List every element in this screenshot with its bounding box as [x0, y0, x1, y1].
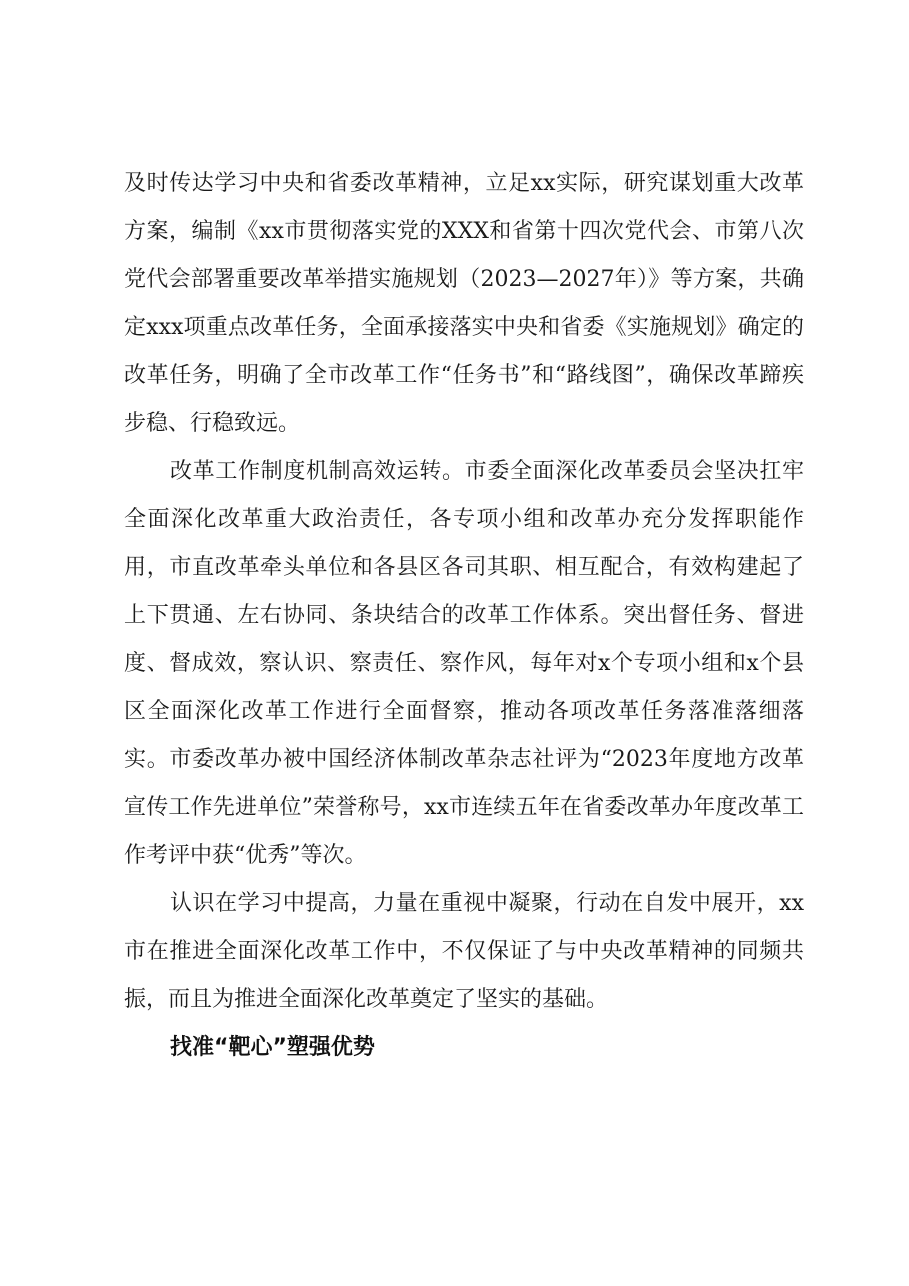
paragraph-summary: 认识在学习中提高，力量在重视中凝聚，行动在自发中展开，xx市在推进全面深化改革工作中，不仅保证了与中央改革精神的同频共振，而且为推进全面深化改革奠定了坚实的基础。 [124, 891, 804, 1012]
paragraph-continuation: 及时传达学习中央和省委改革精神，立足xx实际，研究谋划重大改革方案，编制《xx市贯彻落实党的XXX和省第十四次党代会、市第八次党代会部署重要改革举措实施规划（2023—2027年）》等方案，共确定xxx项重点改革任务，全面承接落实中央和省委《实施规划》确定的改革任务，明确了全市改革工作“任务书”和“路线图”，确保改革蹄疾步稳、行稳致远。 [124, 171, 804, 436]
section-heading: 找准“靶心”塑强优势 [170, 1035, 375, 1060]
document-body [124, 160, 804, 1072]
paragraph-reform-mechanism: 改革工作制度机制高效运转。市委全面深化改革委员会坚决扛牢全面深化改革重大政治责任，各专项小组和改革办充分发挥职能作用，市直改革牵头单位和各县区各司其职、相互配合，有效构建起了上下贯通、左右协同、条块结合的改革工作体系。突出督任务、督进度、督成效，察认识、察责任、察作风，每年对x个专项小组和x个县区全面深化改革工作进行全面督察，推动各项改革任务落准落细落实。市委改革办被中国经济体制改革杂志社评为“2023年度地方改革宣传工作先进单位”荣誉称号，xx市连续五年在省委改革办年度改革工作考评中获“优秀”等次。 [124, 459, 804, 868]
